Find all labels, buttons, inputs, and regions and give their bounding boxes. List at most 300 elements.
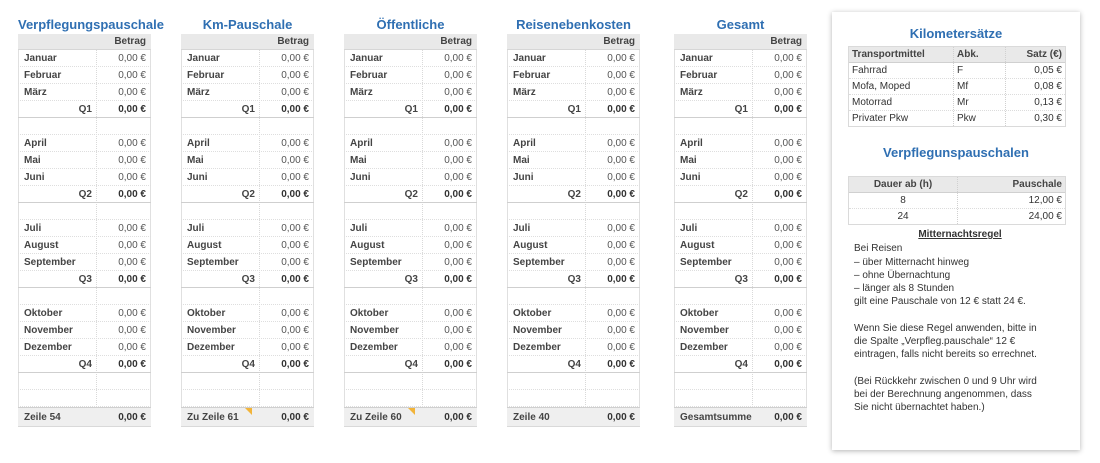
column-header-label	[674, 34, 752, 49]
rule-line: – ohne Übernachtung	[854, 269, 951, 281]
spacer-row-value	[422, 373, 477, 389]
month-row[interactable]	[507, 339, 640, 356]
month-row[interactable]	[674, 305, 807, 322]
rule-line: Bei Reisen	[854, 243, 903, 255]
spacer-row	[18, 390, 151, 407]
quarter-total-row-label: Q4	[78, 359, 92, 370]
month-row[interactable]	[507, 135, 640, 152]
month-row[interactable]	[344, 50, 477, 67]
spacer-row-value	[259, 118, 314, 134]
month-row-value[interactable]: 0,00 €	[774, 172, 802, 183]
km-title: Kilometersätze	[909, 26, 1003, 41]
vp-cell[interactable]: 24,00 €	[1028, 211, 1062, 222]
month-row-value[interactable]: 0,00 €	[444, 70, 472, 81]
spacer-row-value	[96, 203, 151, 219]
month-row-label: Dezember	[24, 342, 72, 353]
month-row-label: August	[680, 240, 715, 251]
quarter-total-row-value: 0,00 €	[118, 104, 146, 115]
month-row-value[interactable]: 0,00 €	[607, 223, 635, 234]
month-row-value[interactable]: 0,00 €	[118, 257, 146, 268]
month-row-value[interactable]: 0,00 €	[607, 325, 635, 336]
month-row[interactable]	[181, 135, 314, 152]
month-row[interactable]	[18, 322, 151, 339]
spacer-row-value	[96, 118, 151, 134]
month-row-label: Juni	[350, 172, 371, 183]
month-row-value[interactable]: 0,00 €	[281, 87, 309, 98]
vp-cell[interactable]: 8	[849, 193, 958, 208]
month-row-value[interactable]: 0,00 €	[118, 325, 146, 336]
month-row[interactable]	[507, 254, 640, 271]
footer-row-label: Zeile 54	[24, 412, 61, 423]
month-row-value[interactable]: 0,00 €	[774, 257, 802, 268]
month-row-label: Dezember	[513, 342, 561, 353]
month-row-label: Februar	[24, 70, 62, 81]
month-row-value[interactable]: 0,00 €	[774, 138, 802, 149]
footer-row-label: Zeile 40	[513, 412, 550, 423]
month-row-value[interactable]: 0,00 €	[281, 70, 309, 81]
month-row[interactable]	[181, 339, 314, 356]
month-row-label: Februar	[680, 70, 718, 81]
month-row-value[interactable]: 0,00 €	[281, 172, 309, 183]
quarter-total-row-label: Q2	[78, 189, 92, 200]
month-row-label: Juni	[513, 172, 534, 183]
month-row-value[interactable]: 0,00 €	[281, 325, 309, 336]
quarter-total-row-label: Q4	[404, 359, 418, 370]
km-cell[interactable]: Pkw	[954, 111, 1006, 126]
quarter-total-row-label: Q1	[241, 104, 255, 115]
quarter-total-row-label: Q3	[78, 274, 92, 285]
table-body	[344, 34, 477, 427]
column-header-value: Betrag	[114, 36, 146, 47]
month-row-label: September	[513, 257, 565, 268]
month-row[interactable]	[344, 67, 477, 84]
month-row-value[interactable]: 0,00 €	[444, 342, 472, 353]
km-cell[interactable]: 0,30 €	[1034, 113, 1062, 124]
month-row-value[interactable]: 0,00 €	[607, 342, 635, 353]
spacer-row-label	[507, 203, 585, 219]
month-row-label: November	[680, 325, 729, 336]
vp-title: Verpflegunspauschalen	[883, 145, 1029, 160]
km-row[interactable]	[849, 111, 1065, 126]
month-row-value[interactable]: 0,00 €	[118, 172, 146, 183]
month-row[interactable]	[181, 220, 314, 237]
footer-row-value: 0,00 €	[444, 412, 472, 423]
table-title: Verpflegungspauschale	[18, 17, 164, 32]
month-row-value[interactable]: 0,00 €	[607, 308, 635, 319]
column-header	[344, 34, 477, 50]
month-row-label: Oktober	[24, 308, 63, 319]
month-row[interactable]	[181, 67, 314, 84]
month-row-value[interactable]: 0,00 €	[281, 223, 309, 234]
spacer-row	[18, 288, 151, 305]
spacer-row-label	[344, 373, 422, 389]
month-row-value[interactable]: 0,00 €	[774, 70, 802, 81]
month-row[interactable]	[344, 169, 477, 186]
month-row[interactable]	[18, 135, 151, 152]
month-row-label: Januar	[24, 53, 57, 64]
spacer-row-value	[585, 373, 640, 389]
month-row[interactable]	[18, 305, 151, 322]
month-row-value[interactable]: 0,00 €	[118, 53, 146, 64]
month-row-value[interactable]: 0,00 €	[444, 87, 472, 98]
month-row[interactable]	[674, 339, 807, 356]
month-row[interactable]	[507, 169, 640, 186]
quarter-total-row-value: 0,00 €	[774, 189, 802, 200]
quarter-total-row-value: 0,00 €	[607, 274, 635, 285]
month-row[interactable]	[181, 169, 314, 186]
table-title: Gesamt	[716, 17, 765, 32]
km-row[interactable]	[849, 95, 1065, 111]
month-row-value[interactable]: 0,00 €	[444, 155, 472, 166]
quarter-total-row-label: Q2	[734, 189, 748, 200]
month-row-value[interactable]: 0,00 €	[444, 172, 472, 183]
spacer-row-label	[344, 118, 422, 134]
quarter-total-row-label: Q3	[567, 274, 581, 285]
month-row[interactable]	[18, 67, 151, 84]
month-row-value[interactable]: 0,00 €	[118, 342, 146, 353]
quarter-total-row-value: 0,00 €	[444, 274, 472, 285]
month-row-value[interactable]: 0,00 €	[774, 53, 802, 64]
quarter-total-row-label: Q4	[241, 359, 255, 370]
month-row-label: September	[187, 257, 239, 268]
column-header-label	[181, 34, 259, 49]
spacer-row	[344, 203, 477, 220]
comment-marker-icon[interactable]	[245, 408, 252, 415]
month-row[interactable]	[507, 67, 640, 84]
quarter-total-row	[344, 356, 477, 373]
month-row-value[interactable]: 0,00 €	[281, 257, 309, 268]
month-row-value[interactable]: 0,00 €	[607, 257, 635, 268]
footer-row-value: 0,00 €	[607, 412, 635, 423]
month-row-value[interactable]: 0,00 €	[774, 308, 802, 319]
month-row[interactable]	[507, 237, 640, 254]
table-body	[674, 34, 807, 427]
km-cell[interactable]: Mr	[954, 95, 1006, 110]
month-row-label: Oktober	[680, 308, 719, 319]
quarter-total-row	[344, 186, 477, 203]
vp-row[interactable]	[849, 209, 1065, 224]
rule-line: bei der Berechnung angenommen, dass	[854, 388, 1032, 400]
spacer-row	[674, 390, 807, 407]
table-title: Öffentliche	[376, 17, 445, 32]
footer-row-label: Zu Zeile 60	[350, 412, 402, 423]
quarter-total-row	[18, 101, 151, 118]
month-row-label: März	[24, 87, 47, 98]
month-row-value[interactable]: 0,00 €	[774, 240, 802, 251]
month-row-value[interactable]: 0,00 €	[444, 138, 472, 149]
month-row-label: August	[187, 240, 222, 251]
month-row-label: Oktober	[350, 308, 389, 319]
month-row-value[interactable]: 0,00 €	[444, 308, 472, 319]
month-row[interactable]	[344, 84, 477, 101]
footer-row	[18, 407, 151, 427]
spacer-row	[181, 203, 314, 220]
spacer-row	[18, 118, 151, 135]
spacer-row-label	[344, 288, 422, 304]
month-row[interactable]	[344, 237, 477, 254]
spacer-row	[181, 373, 314, 390]
table-body	[507, 34, 640, 427]
vp-cell[interactable]: 12,00 €	[1028, 195, 1062, 206]
month-row-value[interactable]: 0,00 €	[118, 138, 146, 149]
month-row-value[interactable]: 0,00 €	[607, 70, 635, 81]
month-row-value[interactable]: 0,00 €	[281, 53, 309, 64]
spacer-row-value	[422, 390, 477, 406]
vp-header-row	[849, 177, 1065, 193]
month-row[interactable]	[181, 305, 314, 322]
table-3	[344, 16, 477, 427]
footer-row	[674, 407, 807, 427]
month-row-value[interactable]: 0,00 €	[444, 53, 472, 64]
quarter-total-row-label: Q1	[404, 104, 418, 115]
column-header-label	[344, 34, 422, 49]
month-row[interactable]	[344, 152, 477, 169]
quarter-total-row-value: 0,00 €	[281, 274, 309, 285]
month-row-label: April	[350, 138, 373, 149]
month-row-label: August	[350, 240, 385, 251]
rule-line: eintragen, falls nicht bereits so errechnet.	[854, 349, 1037, 361]
month-row[interactable]	[181, 254, 314, 271]
month-row-value[interactable]: 0,00 €	[444, 240, 472, 251]
month-row[interactable]	[344, 135, 477, 152]
month-row-value[interactable]: 0,00 €	[281, 138, 309, 149]
month-row-value[interactable]: 0,00 €	[281, 342, 309, 353]
month-row-value[interactable]: 0,00 €	[774, 325, 802, 336]
month-row[interactable]	[18, 254, 151, 271]
month-row[interactable]	[18, 339, 151, 356]
month-row[interactable]	[674, 84, 807, 101]
km-cell[interactable]: Privater Pkw	[849, 111, 954, 126]
month-row-label: Juli	[513, 223, 531, 234]
spacer-row-label	[674, 390, 752, 406]
quarter-total-row	[674, 186, 807, 203]
km-cell[interactable]: Fahrrad	[849, 63, 954, 78]
spacer-row-value	[96, 288, 151, 304]
month-row[interactable]	[181, 152, 314, 169]
spacer-row-label	[507, 390, 585, 406]
month-row[interactable]	[344, 322, 477, 339]
quarter-total-row-value: 0,00 €	[607, 359, 635, 370]
month-row-label: Juni	[24, 172, 45, 183]
month-row-label: März	[513, 87, 536, 98]
month-row-label: Januar	[187, 53, 220, 64]
month-row-value[interactable]: 0,00 €	[118, 87, 146, 98]
quarter-total-row	[181, 186, 314, 203]
month-row[interactable]	[18, 152, 151, 169]
km-cell[interactable]: 0,08 €	[1034, 81, 1062, 92]
month-row-value[interactable]: 0,00 €	[774, 342, 802, 353]
month-row-label: April	[187, 138, 210, 149]
footer-row	[181, 407, 314, 427]
km-row[interactable]	[849, 63, 1065, 79]
rule-line: Wenn Sie diese Regel anwenden, bitte in	[854, 322, 1037, 334]
spacer-row-value	[96, 390, 151, 406]
spacer-row	[507, 373, 640, 390]
month-row-value[interactable]: 0,00 €	[118, 308, 146, 319]
month-row[interactable]	[344, 305, 477, 322]
month-row-label: April	[24, 138, 47, 149]
quarter-total-row	[507, 271, 640, 288]
month-row[interactable]	[507, 84, 640, 101]
month-row[interactable]	[507, 322, 640, 339]
km-table	[848, 46, 1066, 127]
quarter-total-row	[344, 101, 477, 118]
month-row[interactable]	[507, 220, 640, 237]
midnight-rule-title: Mitternachtsregel	[918, 229, 1002, 240]
month-row-value[interactable]: 0,00 €	[281, 240, 309, 251]
month-row[interactable]	[344, 220, 477, 237]
month-row-value[interactable]: 0,00 €	[281, 155, 309, 166]
quarter-total-row	[674, 271, 807, 288]
spacer-row-value	[585, 390, 640, 406]
column-header	[507, 34, 640, 50]
month-row-value[interactable]: 0,00 €	[444, 223, 472, 234]
month-row-value[interactable]: 0,00 €	[444, 257, 472, 268]
month-row[interactable]	[181, 84, 314, 101]
month-row[interactable]	[674, 50, 807, 67]
month-row[interactable]	[344, 339, 477, 356]
table-body	[18, 34, 151, 427]
month-row-value[interactable]: 0,00 €	[607, 138, 635, 149]
month-row-value[interactable]: 0,00 €	[118, 155, 146, 166]
month-row-label: September	[680, 257, 732, 268]
quarter-total-row-label: Q2	[567, 189, 581, 200]
month-row-label: Dezember	[187, 342, 235, 353]
month-row-label: Dezember	[350, 342, 398, 353]
month-row[interactable]	[507, 50, 640, 67]
spacer-row	[674, 203, 807, 220]
spacer-row-label	[674, 373, 752, 389]
month-row[interactable]	[344, 254, 477, 271]
month-row[interactable]	[674, 67, 807, 84]
table-title: Reisenebenkosten	[516, 17, 631, 32]
column-header	[674, 34, 807, 50]
month-row-label: Juni	[187, 172, 208, 183]
month-row[interactable]	[18, 84, 151, 101]
footer-row-value: 0,00 €	[774, 412, 802, 423]
spacer-row	[674, 373, 807, 390]
spacer-row-value	[259, 390, 314, 406]
km-col-rate: Satz (€)	[1026, 49, 1062, 60]
month-row-value[interactable]: 0,00 €	[607, 87, 635, 98]
quarter-total-row-label: Q1	[567, 104, 581, 115]
quarter-total-row	[507, 356, 640, 373]
month-row[interactable]	[674, 322, 807, 339]
month-row[interactable]	[18, 237, 151, 254]
spacer-row-label	[18, 118, 96, 134]
quarter-total-row	[18, 271, 151, 288]
month-row[interactable]	[181, 50, 314, 67]
month-row[interactable]	[674, 169, 807, 186]
month-row[interactable]	[18, 220, 151, 237]
km-cell[interactable]: F	[954, 63, 1006, 78]
spacer-row	[18, 203, 151, 220]
spacer-row-label	[674, 118, 752, 134]
month-row[interactable]	[507, 305, 640, 322]
month-row-value[interactable]: 0,00 €	[607, 155, 635, 166]
month-row-label: September	[24, 257, 76, 268]
quarter-total-row-value: 0,00 €	[281, 359, 309, 370]
month-row-label: August	[513, 240, 548, 251]
km-cell[interactable]: Mf	[954, 79, 1006, 94]
spacer-row-label	[507, 373, 585, 389]
month-row-value[interactable]: 0,00 €	[118, 223, 146, 234]
spacer-row-value	[259, 373, 314, 389]
quarter-total-row-value: 0,00 €	[118, 274, 146, 285]
km-row[interactable]	[849, 79, 1065, 95]
km-cell[interactable]: Mofa, Moped	[849, 79, 954, 94]
spacer-row-label	[18, 390, 96, 406]
month-row-label: Mai	[350, 155, 367, 166]
quarter-total-row-value: 0,00 €	[444, 104, 472, 115]
vp-table	[848, 176, 1066, 225]
month-row[interactable]	[507, 152, 640, 169]
vp-cell[interactable]: 24	[849, 209, 958, 224]
month-row-value[interactable]: 0,00 €	[444, 325, 472, 336]
month-row-value[interactable]: 0,00 €	[607, 172, 635, 183]
table-4	[507, 16, 640, 427]
spacer-row-value	[752, 203, 807, 219]
month-row-value[interactable]: 0,00 €	[774, 87, 802, 98]
spacer-row-label	[18, 288, 96, 304]
month-row[interactable]	[674, 152, 807, 169]
month-row-value[interactable]: 0,00 €	[774, 223, 802, 234]
month-row-label: Juli	[350, 223, 368, 234]
spacer-row-label	[344, 203, 422, 219]
rule-line: (Bei Rückkehr zwischen 0 und 9 Uhr wird	[854, 375, 1037, 387]
quarter-total-row-value: 0,00 €	[444, 189, 472, 200]
month-row-label: Februar	[350, 70, 388, 81]
comment-marker-icon[interactable]	[408, 408, 415, 415]
quarter-total-row-value: 0,00 €	[774, 359, 802, 370]
column-header	[18, 34, 151, 50]
month-row-value[interactable]: 0,00 €	[281, 308, 309, 319]
month-row-label: Juni	[680, 172, 701, 183]
month-row-value[interactable]: 0,00 €	[774, 155, 802, 166]
month-row-value[interactable]: 0,00 €	[607, 240, 635, 251]
month-row-label: Januar	[513, 53, 546, 64]
month-row-label: März	[350, 87, 373, 98]
month-row[interactable]	[181, 237, 314, 254]
rule-line: – länger als 8 Stunden	[854, 283, 955, 295]
km-cell[interactable]: 0,05 €	[1034, 65, 1062, 76]
month-row[interactable]	[674, 220, 807, 237]
month-row-value[interactable]: 0,00 €	[118, 240, 146, 251]
quarter-total-row-label: Q1	[734, 104, 748, 115]
month-row-value[interactable]: 0,00 €	[118, 70, 146, 81]
quarter-total-row	[181, 356, 314, 373]
month-row-label: Januar	[350, 53, 383, 64]
month-row[interactable]	[181, 322, 314, 339]
column-header-value: Betrag	[770, 36, 802, 47]
month-row[interactable]	[674, 237, 807, 254]
rule-line: – über Mitternacht hinweg	[854, 256, 970, 268]
km-cell[interactable]: 0,13 €	[1034, 97, 1062, 108]
month-row[interactable]	[18, 50, 151, 67]
month-row[interactable]	[674, 254, 807, 271]
km-cell[interactable]: Motorrad	[849, 95, 954, 110]
spacer-row	[507, 288, 640, 305]
month-row[interactable]	[674, 135, 807, 152]
month-row-label: Mai	[680, 155, 697, 166]
spacer-row-value	[752, 373, 807, 389]
vp-row[interactable]	[849, 193, 1065, 209]
month-row-value[interactable]: 0,00 €	[607, 53, 635, 64]
spacer-row-value	[259, 288, 314, 304]
quarter-total-row-label: Q3	[404, 274, 418, 285]
column-header-value: Betrag	[277, 36, 309, 47]
month-row[interactable]	[18, 169, 151, 186]
